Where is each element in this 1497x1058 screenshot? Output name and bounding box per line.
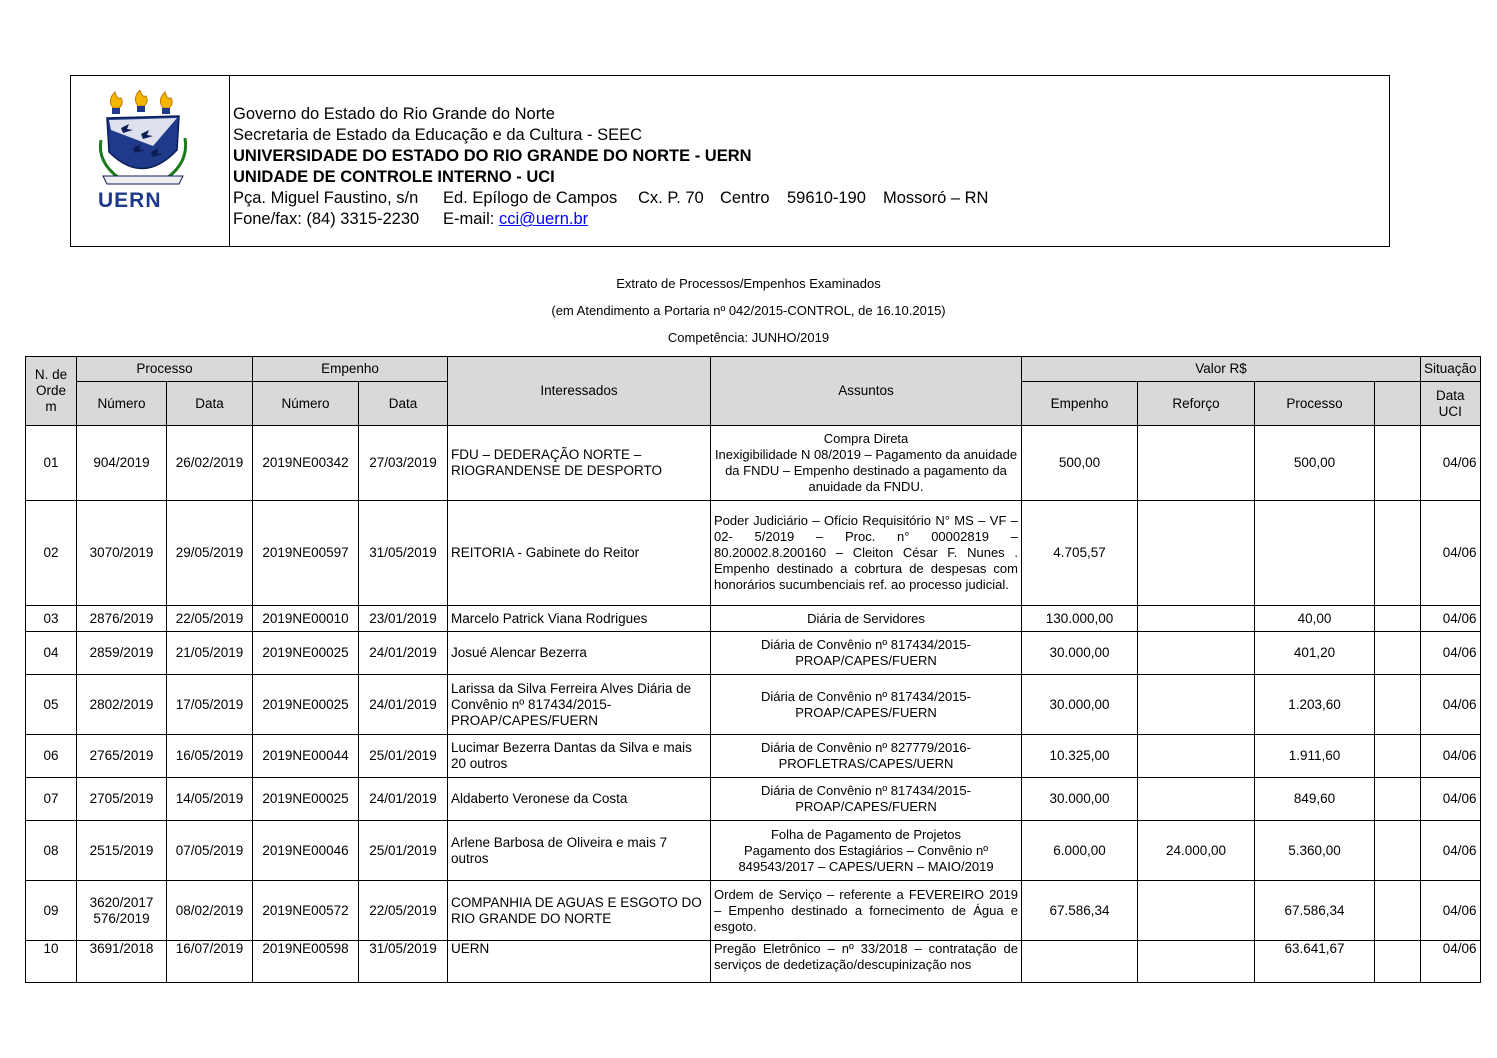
- row-interessados: Arlene Barbosa de Oliveira e mais 7 outros: [448, 821, 711, 881]
- row-data-uci: 04/06: [1421, 778, 1481, 821]
- row-valor-empenho: 30.000,00: [1022, 778, 1138, 821]
- row-ordem: 05: [26, 675, 77, 735]
- row-valor-empenho: 130.000,00: [1022, 606, 1138, 632]
- header-line-secretariat: Secretaria de Estado da Educação e da Cultura - SEEC: [233, 126, 643, 144]
- header-interessados: Interessados: [448, 357, 711, 426]
- header-processo-data: Data: [167, 382, 253, 426]
- extract-title: Extrato de Processos/Empenhos Examinados: [616, 276, 881, 291]
- row-assuntos: Diária de Servidores: [711, 606, 1022, 632]
- row-valor-reforco: [1138, 881, 1255, 941]
- header-data-uci: Data UCI: [1421, 382, 1481, 426]
- row-interessados: REITORIA - Gabinete do Reitor: [448, 501, 711, 606]
- row-valor-reforco: [1138, 778, 1255, 821]
- table-row: [26, 606, 1481, 632]
- row-empenho-data: 25/01/2019: [359, 821, 448, 881]
- header-valor-empenho: Empenho: [1022, 382, 1138, 426]
- row-empenho-numero: 2019NE00046: [253, 821, 359, 881]
- row-processo-numero: 2876/2019: [77, 606, 167, 632]
- row-empenho-numero: 2019NE00572: [253, 881, 359, 941]
- row-processo-numero: 904/2019: [77, 426, 167, 501]
- row-empenho-numero: 2019NE00598: [253, 941, 359, 983]
- row-empenho-numero: 2019NE00025: [253, 778, 359, 821]
- row-data-uci: 04/06: [1421, 941, 1481, 983]
- row-valor-reforco: [1138, 675, 1255, 735]
- row-assuntos: Pregão Eletrônico – nº 33/2018 – contratação de serviços de dedetização/descupinização nos: [711, 941, 1022, 983]
- address-zip: 59610-190: [787, 189, 866, 207]
- row-situacao: [1375, 606, 1421, 632]
- row-valor-empenho: 6.000,00: [1022, 821, 1138, 881]
- row-empenho-data: 24/01/2019: [359, 632, 448, 675]
- header-empenho: Empenho: [253, 357, 448, 382]
- row-empenho-data: 25/01/2019: [359, 735, 448, 778]
- row-valor-empenho: 500,00: [1022, 426, 1138, 501]
- row-ordem: 07: [26, 778, 77, 821]
- phone-text: Fone/fax: (84) 3315-2230: [233, 210, 420, 228]
- row-processo-numero: 2765/2019: [77, 735, 167, 778]
- row-assuntos: Ordem de Serviço – referente a FEVEREIRO 2019 – Empenho destinado a fornecimento de Água e esgoto.: [711, 881, 1022, 941]
- row-situacao: [1375, 941, 1421, 983]
- row-valor-processo: 401,20: [1255, 632, 1375, 675]
- row-situacao: [1375, 501, 1421, 606]
- row-ordem: 02: [26, 501, 77, 606]
- address-building: Ed. Epílogo de Campos: [443, 189, 618, 207]
- row-processo-data: 22/05/2019: [167, 606, 253, 632]
- row-situacao: [1375, 426, 1421, 501]
- row-interessados: COMPANHIA DE AGUAS E ESGOTO DO RIO GRANDE DO NORTE: [448, 881, 711, 941]
- row-situacao: [1375, 632, 1421, 675]
- row-valor-reforco: [1138, 941, 1255, 983]
- row-interessados: FDU – DEDERAÇÃO NORTE – RIOGRANDENSE DE DESPORTO: [448, 426, 711, 501]
- row-valor-processo: 5.360,00: [1255, 821, 1375, 881]
- extract-subtitle: (em Atendimento a Portaria nº 042/2015-CONTROL, de 16.10.2015): [551, 303, 946, 318]
- header-situacao-blank: [1375, 382, 1421, 426]
- row-data-uci: 04/06: [1421, 675, 1481, 735]
- row-valor-processo: 67.586,34: [1255, 881, 1375, 941]
- row-data-uci: 04/06: [1421, 501, 1481, 606]
- row-processo-data: 29/05/2019: [167, 501, 253, 606]
- row-empenho-numero: 2019NE00025: [253, 632, 359, 675]
- row-assuntos: Diária de Convênio nº 817434/2015-PROAP/CAPES/FUERN: [711, 675, 1022, 735]
- row-valor-reforco: [1138, 501, 1255, 606]
- row-processo-data: 26/02/2019: [167, 426, 253, 501]
- row-processo-numero: 2802/2019: [77, 675, 167, 735]
- row-interessados: Lucimar Bezerra Dantas da Silva e mais 20 outros: [448, 735, 711, 778]
- row-processo-data: 14/05/2019: [167, 778, 253, 821]
- table-row: [26, 941, 1481, 983]
- row-data-uci: 04/06: [1421, 632, 1481, 675]
- row-valor-processo: 500,00: [1255, 426, 1375, 501]
- row-interessados: Josué Alencar Bezerra: [448, 632, 711, 675]
- header-contact: [233, 209, 988, 230]
- row-valor-processo: 849,60: [1255, 778, 1375, 821]
- row-data-uci: 04/06: [1421, 821, 1481, 881]
- table-row: [26, 735, 1481, 778]
- header-empenho-numero: Número: [253, 382, 359, 426]
- row-interessados: UERN: [448, 941, 711, 983]
- row-assuntos: Compra Direta Inexigibilidade N 08/2019 – Pagamento da anuidade da FNDU – Empenho destinado a pagamento da anuidade da FNDU.: [711, 426, 1022, 501]
- table-row: [26, 632, 1481, 675]
- table-row: [26, 778, 1481, 821]
- row-valor-reforco: [1138, 426, 1255, 501]
- row-valor-empenho: 30.000,00: [1022, 632, 1138, 675]
- table-row: [26, 501, 1481, 606]
- table-row: [26, 426, 1481, 501]
- address-pobox: Cx. P. 70: [638, 189, 704, 207]
- extract-competence: Competência: JUNHO/2019: [667, 330, 830, 345]
- row-assuntos: Diária de Convênio nº 817434/2015-PROAP/CAPES/FUERN: [711, 632, 1022, 675]
- row-interessados: Marcelo Patrick Viana Rodrigues: [448, 606, 711, 632]
- row-valor-reforco: [1138, 735, 1255, 778]
- row-empenho-data: 31/05/2019: [359, 941, 448, 983]
- row-empenho-numero: 2019NE00597: [253, 501, 359, 606]
- email-label: E-mail:: [443, 210, 495, 228]
- row-ordem: 09: [26, 881, 77, 941]
- row-processo-data: 16/05/2019: [167, 735, 253, 778]
- header-line-government: Governo do Estado do Rio Grande do Norte: [233, 105, 555, 123]
- row-assuntos: Diária de Convênio nº 827779/2016-PROFLETRAS/CAPES/UERN: [711, 735, 1022, 778]
- header-address: [233, 188, 988, 209]
- row-processo-data: 07/05/2019: [167, 821, 253, 881]
- processes-table: [25, 356, 1481, 983]
- row-ordem: 08: [26, 821, 77, 881]
- row-ordem: 06: [26, 735, 77, 778]
- row-processo-numero: 2859/2019: [77, 632, 167, 675]
- row-empenho-data: 23/01/2019: [359, 606, 448, 632]
- row-processo-data: 17/05/2019: [167, 675, 253, 735]
- header-situacao: Situação: [1421, 357, 1481, 382]
- header-line-unit: UNIDADE DE CONTROLE INTERNO - UCI: [233, 168, 555, 186]
- row-empenho-numero: 2019NE00044: [253, 735, 359, 778]
- row-assuntos: Diária de Convênio nº 817434/2015-PROAP/CAPES/FUERN: [711, 778, 1022, 821]
- row-situacao: [1375, 881, 1421, 941]
- uern-crest-icon: [93, 90, 205, 190]
- row-empenho-numero: 2019NE00010: [253, 606, 359, 632]
- logo-cell: [71, 76, 230, 246]
- header-valor-processo: Processo: [1255, 382, 1375, 426]
- row-valor-processo: 1.911,60: [1255, 735, 1375, 778]
- row-empenho-data: 27/03/2019: [359, 426, 448, 501]
- address-district: Centro: [720, 189, 770, 207]
- table-row: [26, 675, 1481, 735]
- row-valor-processo: 63.641,67: [1255, 941, 1375, 983]
- row-processo-numero: 3620/2017 576/2019: [77, 881, 167, 941]
- table-row: [26, 821, 1481, 881]
- document-header: [70, 75, 1390, 247]
- row-valor-reforco: [1138, 606, 1255, 632]
- row-data-uci: 04/06: [1421, 881, 1481, 941]
- row-situacao: [1375, 778, 1421, 821]
- row-processo-numero: 2705/2019: [77, 778, 167, 821]
- header-line-university: UNIVERSIDADE DO ESTADO DO RIO GRANDE DO NORTE - UERN: [233, 147, 752, 165]
- logo-wordmark: UERN: [98, 189, 162, 212]
- row-empenho-data: 24/01/2019: [359, 778, 448, 821]
- row-valor-reforco: 24.000,00: [1138, 821, 1255, 881]
- row-empenho-data: 22/05/2019: [359, 881, 448, 941]
- row-valor-processo: [1255, 501, 1375, 606]
- email-link[interactable]: cci@uern.br: [498, 210, 589, 228]
- address-street: Pça. Miguel Faustino, s/n: [233, 189, 419, 207]
- row-processo-data: 16/07/2019: [167, 941, 253, 983]
- row-ordem: 03: [26, 606, 77, 632]
- row-assuntos: Poder Judiciário – Ofício Requisitório N° MS – VF – 02- 5/2019 – Proc. n° 00002819 – 80.20002.8.200160 – Cleiton César F. Nunes . Empenho destinado a cobrtura de despesas com honorários sucumbenciais ref. ao processo judicial.: [711, 501, 1022, 606]
- row-processo-data: 08/02/2019: [167, 881, 253, 941]
- row-interessados: Larissa da Silva Ferreira Alves Diária de Convênio nº 817434/2015-PROAP/CAPES/FUERN: [448, 675, 711, 735]
- header-assuntos: Assuntos: [711, 357, 1022, 426]
- row-empenho-numero: 2019NE00025: [253, 675, 359, 735]
- row-ordem: 10: [26, 941, 77, 983]
- row-empenho-data: 24/01/2019: [359, 675, 448, 735]
- row-empenho-numero: 2019NE00342: [253, 426, 359, 501]
- header-processo: Processo: [77, 357, 253, 382]
- header-valor: Valor R$: [1022, 357, 1421, 382]
- row-valor-reforco: [1138, 632, 1255, 675]
- row-processo-numero: 3070/2019: [77, 501, 167, 606]
- row-empenho-data: 31/05/2019: [359, 501, 448, 606]
- row-processo-data: 21/05/2019: [167, 632, 253, 675]
- row-valor-processo: 1.203,60: [1255, 675, 1375, 735]
- address-city: Mossoró – RN: [883, 189, 989, 207]
- header-ordem: N. de Orde m: [26, 357, 77, 426]
- row-valor-empenho: 10.325,00: [1022, 735, 1138, 778]
- row-processo-numero: 2515/2019: [77, 821, 167, 881]
- row-valor-empenho: 30.000,00: [1022, 675, 1138, 735]
- row-valor-empenho: [1022, 941, 1138, 983]
- row-situacao: [1375, 821, 1421, 881]
- header-text-block: [233, 104, 988, 230]
- row-data-uci: 04/06: [1421, 606, 1481, 632]
- row-data-uci: 04/06: [1421, 735, 1481, 778]
- row-situacao: [1375, 735, 1421, 778]
- row-valor-empenho: 67.586,34: [1022, 881, 1138, 941]
- header-processo-numero: Número: [77, 382, 167, 426]
- table-row: [26, 881, 1481, 941]
- row-valor-processo: 40,00: [1255, 606, 1375, 632]
- row-interessados: Aldaberto Veronese da Costa: [448, 778, 711, 821]
- table-body: [26, 426, 1481, 983]
- row-processo-numero: 3691/2018: [77, 941, 167, 983]
- row-ordem: 04: [26, 632, 77, 675]
- row-ordem: 01: [26, 426, 77, 501]
- row-valor-empenho: 4.705,57: [1022, 501, 1138, 606]
- header-valor-reforco: Reforço: [1138, 382, 1255, 426]
- header-empenho-data: Data: [359, 382, 448, 426]
- row-assuntos: Folha de Pagamento de Projetos Pagamento dos Estagiários – Convênio nº 849543/2017 – CAPES/UERN – MAIO/2019: [711, 821, 1022, 881]
- row-data-uci: 04/06: [1421, 426, 1481, 501]
- row-situacao: [1375, 675, 1421, 735]
